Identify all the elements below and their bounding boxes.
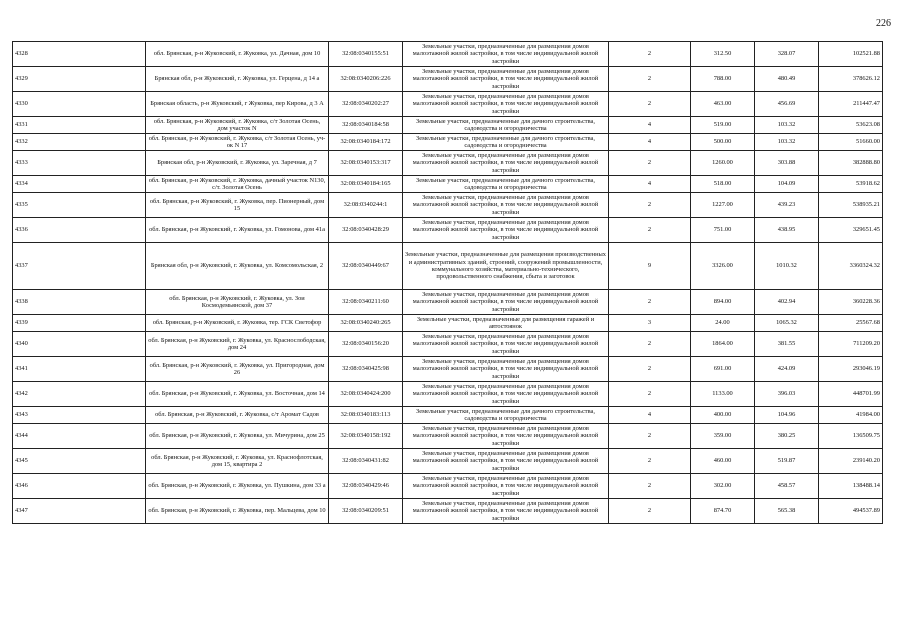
cell-cadastral-value: 3360324.32: [819, 243, 883, 290]
cell-area: 463.00: [691, 92, 755, 117]
cell-cadastral-value: 538935.21: [819, 193, 883, 218]
cell-cadastral-value: 382888.80: [819, 151, 883, 176]
cell-cadastral-value: 494537.89: [819, 499, 883, 524]
cell-group: 2: [609, 332, 691, 357]
cell-group: 2: [609, 424, 691, 449]
cell-specific-value: 456.69: [755, 92, 819, 117]
cell-address: обл. Брянская, р-н Жуковский, г. Жуковка, ул. Зои Космодемьянской, дом 37: [146, 290, 329, 315]
cell-cadastral-value: 329651.45: [819, 218, 883, 243]
cell-cadastral-value: 51660.00: [819, 134, 883, 151]
cell-row-number: 4342: [13, 382, 146, 407]
cell-cadastral-number: 32:08:0340184:165: [329, 176, 403, 193]
table-row: [13, 42, 883, 67]
table-row: [13, 117, 883, 134]
cell-address: обл. Брянская, р-н Жуковский, г. Жуковка, тер. ГСК Светофор: [146, 315, 329, 332]
cell-group: 2: [609, 382, 691, 407]
table-row: [13, 92, 883, 117]
cell-address: Брянская обл, р-н Жуковский, г. Жуковка, ул. Комсомольская, 2: [146, 243, 329, 290]
cell-address: обл. Брянская, р-н Жуковский, г. Жуковка, ул. Пригородная, дом 26: [146, 357, 329, 382]
cell-specific-value: 380.25: [755, 424, 819, 449]
cell-area: 312.50: [691, 42, 755, 67]
cell-area: 894.00: [691, 290, 755, 315]
table-row: [13, 449, 883, 474]
cell-cadastral-number: 32:08:0340202:27: [329, 92, 403, 117]
cell-cadastral-number: 32:08:0340428:29: [329, 218, 403, 243]
cell-area: 302.00: [691, 474, 755, 499]
cell-specific-value: 519.87: [755, 449, 819, 474]
cell-specific-value: 424.09: [755, 357, 819, 382]
cell-group: 4: [609, 407, 691, 424]
cell-area: 1260.00: [691, 151, 755, 176]
cell-cadastral-value: 448701.99: [819, 382, 883, 407]
cell-group: 2: [609, 193, 691, 218]
cell-cadastral-number: 32:08:0340211:60: [329, 290, 403, 315]
cell-address: обл. Брянская, р-н Жуковский, г. Жуковка, дачный участок N130, с/т. Золотая Осень: [146, 176, 329, 193]
cell-cadastral-number: 32:08:0340183:113: [329, 407, 403, 424]
cell-address: обл. Брянская, р-н Жуковский, г. Жуковка, с/т Аромат Садов: [146, 407, 329, 424]
table-body: [13, 42, 883, 524]
cell-cadastral-number: 32:08:0340158:192: [329, 424, 403, 449]
table-row: [13, 424, 883, 449]
cell-group: 2: [609, 218, 691, 243]
table-row: [13, 315, 883, 332]
cell-row-number: 4344: [13, 424, 146, 449]
cell-land-use: Земельные участки, предназначенные для размещения домов малоэтажной жилой застройки, в том числе индивидуальной жилой застройки: [403, 474, 609, 499]
cell-cadastral-number: 32:08:0340244:1: [329, 193, 403, 218]
cell-land-use: Земельные участки, предназначенные для дачного строительства, садоводства и огородничества: [403, 407, 609, 424]
table-row: [13, 67, 883, 92]
cell-area: 460.00: [691, 449, 755, 474]
cell-group: 2: [609, 499, 691, 524]
cell-land-use: Земельные участки, предназначенные для размещения домов малоэтажной жилой застройки, в том числе индивидуальной жилой застройки: [403, 382, 609, 407]
cell-group: 2: [609, 474, 691, 499]
cell-cadastral-value: 53918.62: [819, 176, 883, 193]
cell-row-number: 4330: [13, 92, 146, 117]
cell-address: Брянская область, р-н Жуковский, г Жуковка, пер Кирова, д 3 А: [146, 92, 329, 117]
cell-land-use: Земельные участки, предназначенные для размещения производственных и административных зданий, строений, сооружений промышленности, коммунального хозяйства, материально-технического, продовольственного снабжения, сбыта и заготовок: [403, 243, 609, 290]
cell-cadastral-value: 25567.68: [819, 315, 883, 332]
cell-area: 1227.00: [691, 193, 755, 218]
cell-specific-value: 480.49: [755, 67, 819, 92]
cell-group: 2: [609, 290, 691, 315]
cell-group: 2: [609, 357, 691, 382]
table-row: [13, 499, 883, 524]
cell-specific-value: 438.95: [755, 218, 819, 243]
cell-specific-value: 458.57: [755, 474, 819, 499]
cell-cadastral-number: 32:08:0340153:317: [329, 151, 403, 176]
cell-address: обл. Брянская, р-н Жуковский, г. Жуковка, ул. Краснослободская, дом 24: [146, 332, 329, 357]
cell-specific-value: 303.88: [755, 151, 819, 176]
cell-row-number: 4346: [13, 474, 146, 499]
cell-specific-value: 402.94: [755, 290, 819, 315]
cell-land-use: Земельные участки, предназначенные для размещения домов малоэтажной жилой застройки, в том числе индивидуальной жилой застройки: [403, 499, 609, 524]
cell-land-use: Земельные участки, предназначенные для дачного строительства, садоводства и огородничества: [403, 134, 609, 151]
cell-cadastral-number: 32:08:0340240:265: [329, 315, 403, 332]
table-row: [13, 134, 883, 151]
cell-specific-value: 104.09: [755, 176, 819, 193]
cell-address: обл. Брянская, р-н Жуковский, г. Жуковка, ул. Краснофлотская, дом 15, квартира 2: [146, 449, 329, 474]
cell-land-use: Земельные участки, предназначенные для размещения домов малоэтажной жилой застройки, в том числе индивидуальной жилой застройки: [403, 193, 609, 218]
cell-row-number: 4341: [13, 357, 146, 382]
cell-area: 500.00: [691, 134, 755, 151]
cell-row-number: 4337: [13, 243, 146, 290]
cell-area: 519.00: [691, 117, 755, 134]
cell-cadastral-value: 239140.20: [819, 449, 883, 474]
cell-cadastral-value: 41984.00: [819, 407, 883, 424]
cell-address: обл. Брянская, р-н Жуковский, г. Жуковка, ул. Восточная, дом 14: [146, 382, 329, 407]
cell-row-number: 4336: [13, 218, 146, 243]
cell-address: обл. Брянская, р-н Жуковский, г. Жуковка, пер. Мальцева, дом 10: [146, 499, 329, 524]
cell-group: 2: [609, 92, 691, 117]
cell-row-number: 4340: [13, 332, 146, 357]
cell-specific-value: 103.32: [755, 134, 819, 151]
cell-land-use: Земельные участки, предназначенные для размещения домов малоэтажной жилой застройки, в том числе индивидуальной жилой застройки: [403, 151, 609, 176]
cell-cadastral-number: 32:08:0340156:20: [329, 332, 403, 357]
cell-specific-value: 1010.32: [755, 243, 819, 290]
cell-land-use: Земельные участки, предназначенные для размещения домов малоэтажной жилой застройки, в том числе индивидуальной жилой застройки: [403, 67, 609, 92]
cell-row-number: 4331: [13, 117, 146, 134]
table-row: [13, 243, 883, 290]
cell-cadastral-number: 32:08:0340449:67: [329, 243, 403, 290]
cell-cadastral-number: 32:08:0340184:58: [329, 117, 403, 134]
table-row: [13, 176, 883, 193]
cell-specific-value: 565.38: [755, 499, 819, 524]
table-row: [13, 474, 883, 499]
cell-specific-value: 104.96: [755, 407, 819, 424]
cell-land-use: Земельные участки, предназначенные для размещения домов малоэтажной жилой застройки, в том числе индивидуальной жилой застройки: [403, 92, 609, 117]
cell-cadastral-value: 360228.36: [819, 290, 883, 315]
cell-row-number: 4332: [13, 134, 146, 151]
cell-group: 4: [609, 134, 691, 151]
cell-land-use: Земельные участки, предназначенные для дачного строительства, садоводства и огородничества: [403, 117, 609, 134]
cell-cadastral-value: 211447.47: [819, 92, 883, 117]
table-row: [13, 193, 883, 218]
cell-land-use: Земельные участки, предназначенные для размещения гаражей и автостоянок: [403, 315, 609, 332]
cell-specific-value: 1065.32: [755, 315, 819, 332]
cell-area: 1133.00: [691, 382, 755, 407]
cell-group: 2: [609, 151, 691, 176]
cell-row-number: 4334: [13, 176, 146, 193]
cell-area: 518.00: [691, 176, 755, 193]
cell-land-use: Земельные участки, предназначенные для размещения домов малоэтажной жилой застройки, в том числе индивидуальной жилой застройки: [403, 332, 609, 357]
cell-area: 691.00: [691, 357, 755, 382]
cell-group: 9: [609, 243, 691, 290]
cell-land-use: Земельные участки, предназначенные для дачного строительства, садоводства и огородничества: [403, 176, 609, 193]
cell-area: 359.00: [691, 424, 755, 449]
cell-address: обл. Брянская, р-н Жуковский, г. Жуковка, ул. Пушкина, дом 33 а: [146, 474, 329, 499]
cell-address: обл. Брянская, р-н Жуковский, г. Жуковка, ул. Гомонова, дом 41а: [146, 218, 329, 243]
cell-address: обл. Брянская, р-н Жуковский, г. Жуковка, пер. Пионерный, дом 15: [146, 193, 329, 218]
cell-row-number: 4333: [13, 151, 146, 176]
cell-area: 3326.00: [691, 243, 755, 290]
cell-row-number: 4345: [13, 449, 146, 474]
table-row: [13, 382, 883, 407]
cell-land-use: Земельные участки, предназначенные для размещения домов малоэтажной жилой застройки, в том числе индивидуальной жилой застройки: [403, 424, 609, 449]
cell-group: 2: [609, 67, 691, 92]
cell-area: 24.00: [691, 315, 755, 332]
table-row: [13, 151, 883, 176]
cell-specific-value: 439.23: [755, 193, 819, 218]
cell-area: 400.00: [691, 407, 755, 424]
cell-cadastral-value: 378626.12: [819, 67, 883, 92]
cell-row-number: 4338: [13, 290, 146, 315]
cell-cadastral-value: 102521.88: [819, 42, 883, 67]
cell-area: 751.00: [691, 218, 755, 243]
table-row: [13, 357, 883, 382]
table-row: [13, 218, 883, 243]
cell-cadastral-number: 32:08:0340209:51: [329, 499, 403, 524]
cell-address: Брянская обл, р-н Жуковский, г. Жуковка, ул. Герцена, д 14 а: [146, 67, 329, 92]
cell-cadastral-number: 32:08:0340424:200: [329, 382, 403, 407]
cell-group: 2: [609, 42, 691, 67]
cell-cadastral-number: 32:08:0340155:51: [329, 42, 403, 67]
page-number: 226: [876, 18, 891, 29]
cell-cadastral-number: 32:08:0340425:98: [329, 357, 403, 382]
cell-specific-value: 328.07: [755, 42, 819, 67]
cell-group: 4: [609, 117, 691, 134]
cell-land-use: Земельные участки, предназначенные для размещения домов малоэтажной жилой застройки, в том числе индивидуальной жилой застройки: [403, 357, 609, 382]
table-row: [13, 407, 883, 424]
cell-address: обл. Брянская, р-н Жуковский, г. Жуковка, с/т Золотая Осень, дом участок N: [146, 117, 329, 134]
cell-address: обл. Брянская, р-н Жуковский, г. Жуковка, с/т Золотая Осень, уч-ок N 17: [146, 134, 329, 151]
cell-row-number: 4339: [13, 315, 146, 332]
cell-cadastral-value: 136509.75: [819, 424, 883, 449]
cell-land-use: Земельные участки, предназначенные для размещения домов малоэтажной жилой застройки, в том числе индивидуальной жилой застройки: [403, 42, 609, 67]
cell-cadastral-number: 32:08:0340184:172: [329, 134, 403, 151]
cell-row-number: 4335: [13, 193, 146, 218]
cell-address: обл. Брянская, р-н Жуковский, г. Жуковка, ул. Дачная, дом 10: [146, 42, 329, 67]
cell-area: 1864.00: [691, 332, 755, 357]
table-row: [13, 332, 883, 357]
cell-group: 3: [609, 315, 691, 332]
cell-cadastral-number: 32:08:0340429:46: [329, 474, 403, 499]
cell-cadastral-value: 293046.19: [819, 357, 883, 382]
cell-specific-value: 103.32: [755, 117, 819, 134]
cell-specific-value: 381.55: [755, 332, 819, 357]
cadastral-value-table: [12, 41, 883, 524]
cell-address: Брянская обл, р-н Жуковский, г. Жуковка, ул. Заречная, д 7: [146, 151, 329, 176]
cell-row-number: 4329: [13, 67, 146, 92]
cell-cadastral-value: 53623.08: [819, 117, 883, 134]
cell-land-use: Земельные участки, предназначенные для размещения домов малоэтажной жилой застройки, в том числе индивидуальной жилой застройки: [403, 449, 609, 474]
table-row: [13, 290, 883, 315]
cell-cadastral-number: 32:08:0340206:226: [329, 67, 403, 92]
cell-land-use: Земельные участки, предназначенные для размещения домов малоэтажной жилой застройки, в том числе индивидуальной жилой застройки: [403, 218, 609, 243]
cell-group: 4: [609, 176, 691, 193]
cell-cadastral-number: 32:08:0340431:82: [329, 449, 403, 474]
cell-address: обл. Брянская, р-н Жуковский, г. Жуковка, ул. Мичурина, дом 25: [146, 424, 329, 449]
cell-cadastral-value: 138488.14: [819, 474, 883, 499]
cell-row-number: 4347: [13, 499, 146, 524]
cell-area: 788.00: [691, 67, 755, 92]
cell-row-number: 4328: [13, 42, 146, 67]
cell-group: 2: [609, 449, 691, 474]
cell-land-use: Земельные участки, предназначенные для размещения домов малоэтажной жилой застройки, в том числе индивидуальной жилой застройки: [403, 290, 609, 315]
cell-specific-value: 396.03: [755, 382, 819, 407]
cell-area: 874.70: [691, 499, 755, 524]
cell-cadastral-value: 711209.20: [819, 332, 883, 357]
cell-row-number: 4343: [13, 407, 146, 424]
